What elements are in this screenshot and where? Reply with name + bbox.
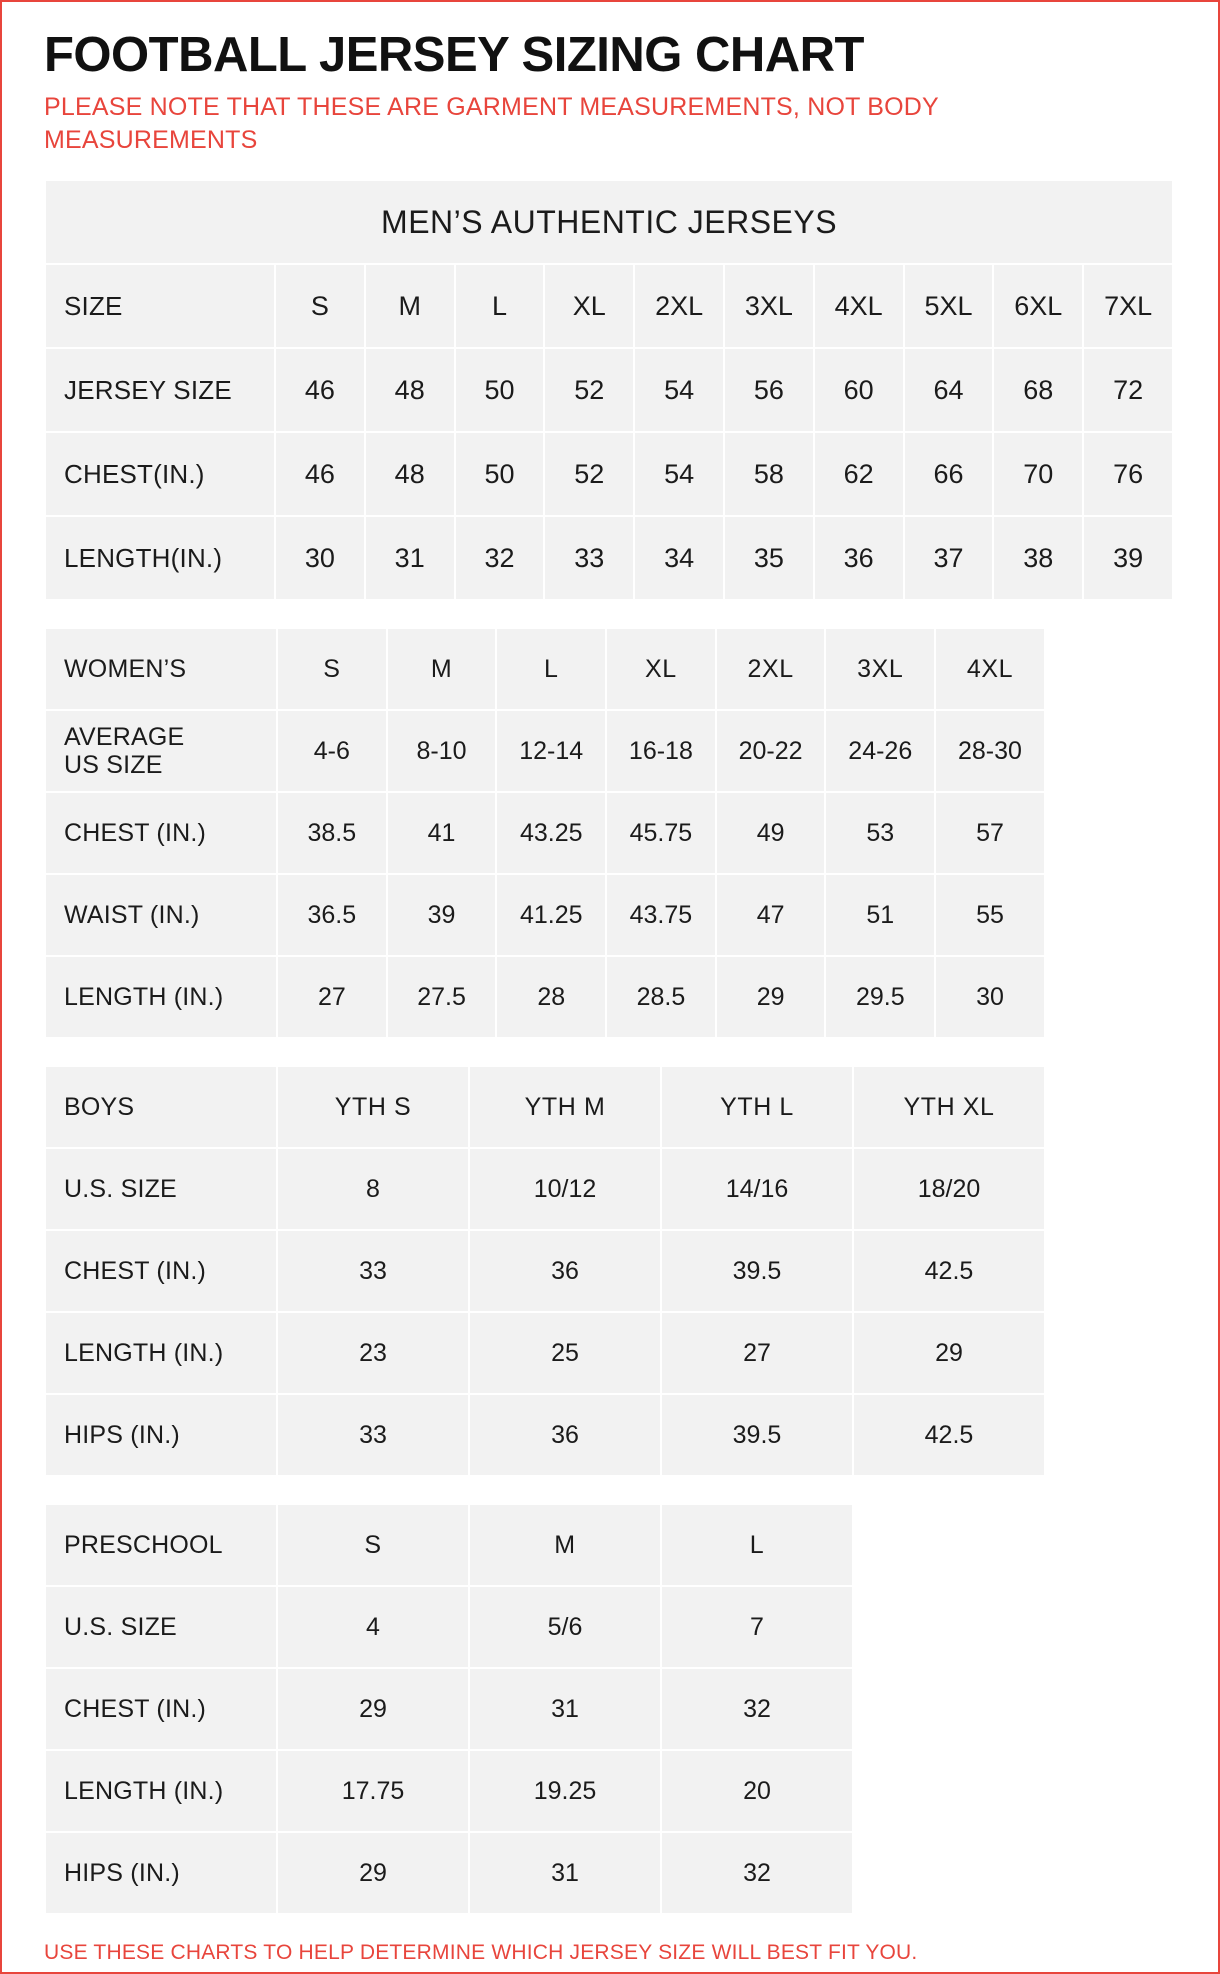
table-cell: 47	[716, 874, 826, 956]
boys-header-row	[45, 1066, 1045, 1148]
table-cell: 39.5	[661, 1230, 853, 1312]
mens-header-row	[45, 264, 1173, 348]
table-cell: 52	[544, 348, 634, 432]
table-cell: 31	[469, 1832, 661, 1914]
preschool-header-cell: M	[469, 1504, 661, 1586]
mens-header-cell: 4XL	[814, 264, 904, 348]
row-label: LENGTH(IN.)	[45, 516, 275, 600]
table-cell: 58	[724, 432, 814, 516]
table-row	[45, 1394, 1045, 1476]
table-row	[45, 516, 1173, 600]
row-label: CHEST (IN.)	[45, 1230, 277, 1312]
boys-header-cell: BOYS	[45, 1066, 277, 1148]
table-cell: 31	[469, 1668, 661, 1750]
table-cell: 56	[724, 348, 814, 432]
table-cell: 50	[455, 348, 545, 432]
table-row	[45, 432, 1173, 516]
row-label: CHEST (IN.)	[45, 792, 277, 874]
preschool-header-cell: S	[277, 1504, 469, 1586]
table-cell: 27.5	[387, 956, 497, 1038]
table-cell: 29	[277, 1668, 469, 1750]
preschool-header-row	[45, 1504, 853, 1586]
table-cell: 41.25	[496, 874, 606, 956]
row-label: LENGTH (IN.)	[45, 1750, 277, 1832]
table-cell: 43.75	[606, 874, 716, 956]
table-cell: 4	[277, 1586, 469, 1668]
row-label: CHEST(IN.)	[45, 432, 275, 516]
table-cell: 54	[634, 348, 724, 432]
table-cell: 64	[904, 348, 994, 432]
table-cell: 30	[275, 516, 365, 600]
mens-header-cell: L	[455, 264, 545, 348]
table-cell: 50	[455, 432, 545, 516]
mens-header-cell: 2XL	[634, 264, 724, 348]
table-cell: 29	[853, 1312, 1045, 1394]
table-cell: 8-10	[387, 710, 497, 792]
row-label: HIPS (IN.)	[45, 1394, 277, 1476]
table-cell: 32	[455, 516, 545, 600]
table-cell: 12-14	[496, 710, 606, 792]
table-cell: 29.5	[825, 956, 935, 1038]
table-cell: 39	[387, 874, 497, 956]
table-cell: 48	[365, 348, 455, 432]
table-cell: 7	[661, 1586, 853, 1668]
table-cell: 29	[716, 956, 826, 1038]
preschool-header-cell: PRESCHOOL	[45, 1504, 277, 1586]
table-cell: 42.5	[853, 1394, 1045, 1476]
table-row	[45, 956, 1045, 1038]
mens-header-cell: SIZE	[45, 264, 275, 348]
table-cell: 35	[724, 516, 814, 600]
row-label: WAIST (IN.)	[45, 874, 277, 956]
boys-header-cell: YTH L	[661, 1066, 853, 1148]
table-cell: 48	[365, 432, 455, 516]
row-label: LENGTH (IN.)	[45, 956, 277, 1038]
mens-sizing-table	[44, 179, 1174, 601]
page-title: FOOTBALL JERSEY SIZING CHART	[44, 28, 864, 82]
table-cell: 33	[277, 1230, 469, 1312]
row-label: U.S. SIZE	[45, 1148, 277, 1230]
table-cell: 5/6	[469, 1586, 661, 1668]
table-cell: 23	[277, 1312, 469, 1394]
table-row	[45, 1148, 1045, 1230]
womens-header-cell: M	[387, 628, 497, 710]
table-cell: 36	[469, 1394, 661, 1476]
table-cell: 30	[935, 956, 1045, 1038]
table-cell: 46	[275, 348, 365, 432]
table-cell: 38	[993, 516, 1083, 600]
mens-header-cell: 5XL	[904, 264, 994, 348]
womens-header-cell: 4XL	[935, 628, 1045, 710]
row-label-line2: US SIZE	[64, 751, 163, 780]
table-cell: 68	[993, 348, 1083, 432]
table-cell: 36	[469, 1230, 661, 1312]
table-cell: 17.75	[277, 1750, 469, 1832]
table-cell: 33	[544, 516, 634, 600]
table-row	[45, 1750, 853, 1832]
table-cell: 32	[661, 1668, 853, 1750]
table-cell: 20-22	[716, 710, 826, 792]
table-row	[45, 1832, 853, 1914]
table-cell: 28-30	[935, 710, 1045, 792]
mens-header-cell: S	[275, 264, 365, 348]
mens-header-cell: XL	[544, 264, 634, 348]
table-cell: 70	[993, 432, 1083, 516]
mens-banner-label: MEN’S AUTHENTIC JERSEYS	[45, 180, 1173, 264]
mens-header-cell: M	[365, 264, 455, 348]
table-cell: 53	[825, 792, 935, 874]
table-cell: 32	[661, 1832, 853, 1914]
table-row	[45, 792, 1045, 874]
table-cell: 28.5	[606, 956, 716, 1038]
boys-header-cell: YTH S	[277, 1066, 469, 1148]
boys-sizing-table	[44, 1065, 1046, 1477]
preschool-header-cell: L	[661, 1504, 853, 1586]
table-cell: 24-26	[825, 710, 935, 792]
table-cell: 52	[544, 432, 634, 516]
table-cell: 42.5	[853, 1230, 1045, 1312]
table-cell: 18/20	[853, 1148, 1045, 1230]
table-row	[45, 1230, 1045, 1312]
womens-sizing-table	[44, 627, 1046, 1039]
womens-header-cell: S	[277, 628, 387, 710]
table-cell: 34	[634, 516, 724, 600]
table-cell: 54	[634, 432, 724, 516]
table-cell: 38.5	[277, 792, 387, 874]
mens-header-cell: 7XL	[1083, 264, 1173, 348]
table-cell: 55	[935, 874, 1045, 956]
womens-header-cell: WOMEN’S	[45, 628, 277, 710]
table-cell: 60	[814, 348, 904, 432]
boys-header-cell: YTH M	[469, 1066, 661, 1148]
table-row	[45, 348, 1173, 432]
mens-banner-row	[45, 180, 1173, 264]
table-cell: 8	[277, 1148, 469, 1230]
table-cell: 25	[469, 1312, 661, 1394]
table-cell: 45.75	[606, 792, 716, 874]
table-cell: 14/16	[661, 1148, 853, 1230]
womens-header-cell: L	[496, 628, 606, 710]
table-row	[45, 710, 1045, 792]
table-cell: 46	[275, 432, 365, 516]
row-label: LENGTH (IN.)	[45, 1312, 277, 1394]
table-cell: 16-18	[606, 710, 716, 792]
table-cell: 4-6	[277, 710, 387, 792]
preschool-sizing-table	[44, 1503, 854, 1915]
table-cell: 19.25	[469, 1750, 661, 1832]
table-cell: 66	[904, 432, 994, 516]
mens-header-cell: 3XL	[724, 264, 814, 348]
table-cell: 10/12	[469, 1148, 661, 1230]
table-cell: 31	[365, 516, 455, 600]
table-cell: 28	[496, 956, 606, 1038]
table-row	[45, 1586, 853, 1668]
measurement-disclaimer: PLEASE NOTE THAT THESE ARE GARMENT MEASUREMENTS, NOT BODY MEASUREMENTS	[44, 93, 939, 155]
table-row	[45, 1668, 853, 1750]
womens-header-cell: XL	[606, 628, 716, 710]
footer-note: USE THESE CHARTS TO HELP DETERMINE WHICH JERSEY SIZE WILL BEST FIT YOU.	[44, 1941, 918, 1965]
row-label: HIPS (IN.)	[45, 1832, 277, 1914]
mens-header-cell: 6XL	[993, 264, 1083, 348]
table-cell: 36.5	[277, 874, 387, 956]
table-cell: 72	[1083, 348, 1173, 432]
womens-header-cell: 2XL	[716, 628, 826, 710]
table-row	[45, 1312, 1045, 1394]
table-cell: 41	[387, 792, 497, 874]
table-cell: 43.25	[496, 792, 606, 874]
table-cell: 39	[1083, 516, 1173, 600]
table-cell: 76	[1083, 432, 1173, 516]
womens-header-row	[45, 628, 1045, 710]
table-cell: 27	[661, 1312, 853, 1394]
table-cell: 36	[814, 516, 904, 600]
row-label	[45, 710, 277, 792]
table-row	[45, 874, 1045, 956]
table-cell: 49	[716, 792, 826, 874]
table-cell: 27	[277, 956, 387, 1038]
row-label: U.S. SIZE	[45, 1586, 277, 1668]
table-cell: 39.5	[661, 1394, 853, 1476]
table-cell: 57	[935, 792, 1045, 874]
table-cell: 20	[661, 1750, 853, 1832]
table-cell: 62	[814, 432, 904, 516]
row-label: CHEST (IN.)	[45, 1668, 277, 1750]
row-label: JERSEY SIZE	[45, 348, 275, 432]
womens-header-cell: 3XL	[825, 628, 935, 710]
table-cell: 51	[825, 874, 935, 956]
table-cell: 29	[277, 1832, 469, 1914]
table-cell: 37	[904, 516, 994, 600]
table-cell: 33	[277, 1394, 469, 1476]
boys-header-cell: YTH XL	[853, 1066, 1045, 1148]
row-label-line1: AVERAGE	[64, 722, 185, 751]
